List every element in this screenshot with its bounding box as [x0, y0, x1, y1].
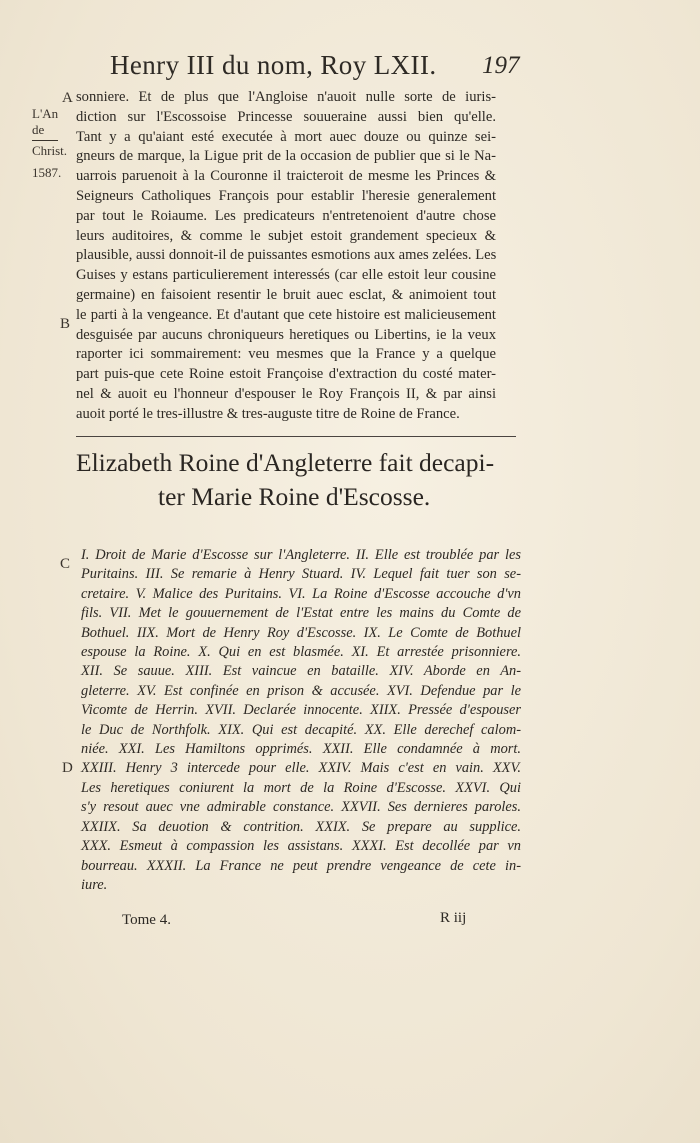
summary-line: Bothuel. IIX. Mort de Henry Roy d'Escosse. IX. Le Comte de Bothuel	[81, 624, 521, 641]
summary-line: cretaire. V. Malice des Puritains. VI. La Roine d'Escosse accouche d'vn	[81, 585, 521, 602]
summary-line: XXIIX. Sa deuotion & contrition. XXIX. Se prepare au supplice.	[81, 818, 521, 835]
body-line: sonniere. Et de plus que l'Angloise n'auoit nulle sorte de iuris-	[76, 89, 496, 105]
summary-line: Les heretiques coniurent la mort de la Roine d'Escosse. XXVI. Qui	[81, 779, 521, 796]
summary-line: XXIII. Henry 3 intercede pour elle. XXIV. Mais c'est en vain. XXV.	[81, 760, 521, 777]
summary-line: le Duc de Northfolk. XIX. Qui est decapité. XX. Elle derechef calom-	[81, 721, 521, 738]
year-label-2: Christ.	[32, 143, 68, 158]
body-line: raporter ici sommairement: veu mesmes que la France y a quelque	[76, 346, 496, 363]
summary-line: niée. XXI. Les Hamiltons opprimés. XXII. Elle condamnée à mort.	[81, 741, 521, 758]
body-line: diction sur l'Escossoise Princesse souueraine aussi bien qu'elle.	[76, 108, 496, 125]
body-line: auoit porté le tres-illustre & tres-auguste titre de Roine de France.	[76, 405, 460, 422]
summary-line: espouse la Roine. X. Qui en est blasmée. XI. Et arrestée prisonniere.	[81, 644, 521, 661]
body-line: uarrois paruenoit à la Couronne il traicteroit de mesme les Princes &	[76, 168, 496, 185]
body-line: part puis-que cete Roine estoit Françoise d'extraction du costé mater-	[76, 366, 496, 383]
summary-line: Puritains. III. Se remarie à Henry Stuard. IV. Lequel fait tuer son se-	[81, 566, 521, 583]
summary-line: bourreau. XXXII. La France ne peut prendre vengeance de cete in-	[81, 857, 521, 874]
margin-letter-d: D	[62, 760, 73, 776]
summary-line: gleterre. XV. Est confinée en prison & accusée. XVI. Defendue par le	[81, 682, 521, 699]
chapter-title-line-2: ter Marie Roine d'Escosse.	[158, 482, 431, 511]
body-line: plausible, aussi donnoit-il de puissantes esmotions aux ames zelées. Les	[76, 247, 497, 264]
footer-volume: Tome 4.	[122, 912, 171, 928]
body-line: Seigneurs Catholiques François pour establir l'heresie generalement	[76, 187, 496, 204]
year-value: 1587.	[32, 165, 62, 180]
summary-line: iure.	[81, 876, 108, 893]
summary-line: XXX. Esmeut à compassion les assistans. XXXI. Est decollée par vn	[81, 838, 521, 855]
summary-line: Vicomte de Herrin. XVII. Declarée innocente. XIIX. Pressée d'espouser	[81, 702, 521, 719]
page-number: 197	[482, 52, 520, 79]
body-line: nel & auoit eu l'honneur d'espouser le Roy François II, & par ainsi	[76, 385, 496, 402]
body-paragraph	[76, 88, 496, 425]
body-line: desguisée par aucuns chroniqueurs heretiques ou Libertins, ie la veux	[76, 326, 496, 343]
margin-year-note	[32, 106, 72, 181]
margin-letter-c: C	[60, 556, 71, 572]
body-line: Tant y a qu'aiant esté executée à mort auec douze ou quinze sei-	[76, 128, 496, 145]
footer-signature: R iij	[440, 910, 467, 926]
summary-line: XII. Se sauue. XIII. Est vaincue en bataille. XIV. Aborde en An-	[81, 663, 521, 680]
chapter-title	[76, 446, 526, 514]
summary-line: I. Droit de Marie d'Escosse sur l'Angleterre. II. Elle est troublée par les	[81, 547, 521, 563]
summary-line: s'y resout auec vne admirable constance. XXVII. Ses dernieres paroles.	[81, 799, 521, 816]
margin-letter-b: B	[60, 316, 71, 332]
body-line: germaine) en faisoient resentir le bruit auec esclat, & animoient tout	[76, 286, 496, 303]
body-line: gneurs de marque, la Ligue prit de la occasion de publier que si le Na-	[76, 148, 496, 165]
margin-letter-a: A	[62, 90, 73, 106]
running-header: Henry III du nom, Roy LXII.	[110, 50, 437, 80]
summary-line: fils. VII. Met le gouuernement de l'Estat entre les mains du Comte de	[81, 605, 521, 622]
body-line: Guises y estans particulierement interessés (car elle estoit leur cousine	[76, 267, 496, 284]
body-line: leurs auditoires, & comme le subjet estoit grandement specieux &	[76, 227, 496, 244]
year-label: L'An de	[32, 106, 59, 137]
body-line: par tout le Roiaume. Les predicateurs n'entretenoient d'autre chose	[76, 207, 496, 224]
body-line: le parti à la vengeance. Et d'autant que cete histoire est malicieusement	[76, 306, 496, 323]
chapter-summary	[81, 546, 521, 895]
year-rule	[32, 140, 58, 141]
chapter-title-line-1: Elizabeth Roine d'Angleterre fait decapi-	[76, 448, 495, 477]
section-divider	[76, 436, 516, 437]
